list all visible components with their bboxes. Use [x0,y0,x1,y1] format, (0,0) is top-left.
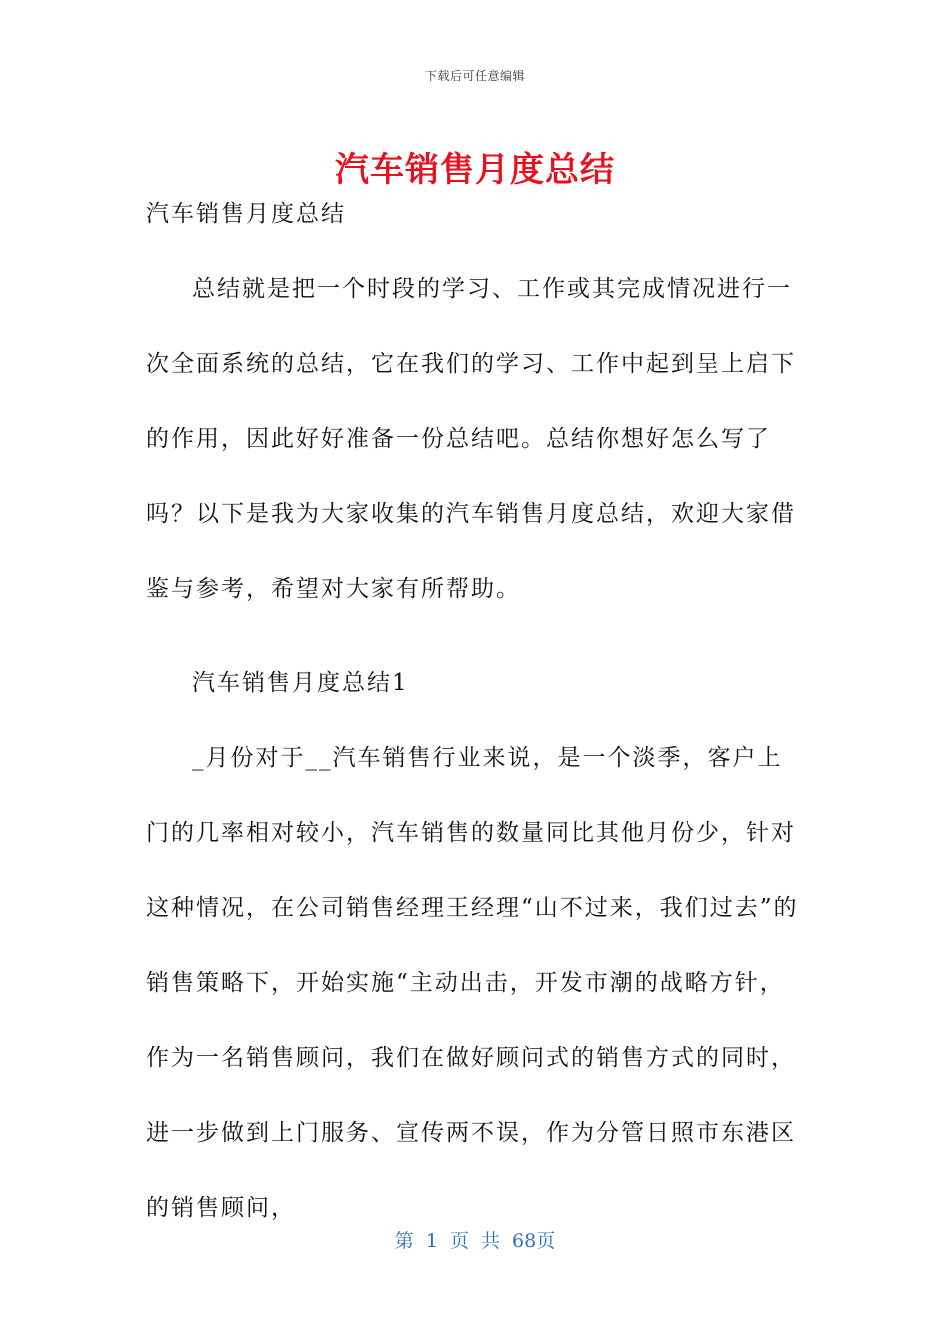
header-note: 下载后可任意编辑 [424,69,525,83]
document-body [146,196,806,1246]
section-heading: 汽车销售月度总结1 [192,670,409,696]
intro-paragraph: 总结就是把一个时段的学习、工作或其完成情况进行一次全面系统的总结，它在我们的学习、工作中起到呈上启下的作用，因此好好准备一份总结吧。总结你想好怎么写了吗？以下是我为大家收集的汽车销售月度总结，欢迎大家借鉴与参考，希望对大家有所帮助。 [146,276,796,602]
section-paragraph: _月份对于__汽车销售行业来说，是一个淡季，客户上门的几率相对较小，汽车销售的数量同比其他月份少，针对这种情况，在公司销售经理王经理“山不过来，我们过去”的销售策略下，开始实施“主动出击，开发市潮的战略方针，作为一名销售顾问，我们在做好顾问式的销售方式的同时，进一步做到上门服务、宣传两不误，作为分管日照市东港区的销售顾问， [146,745,799,1221]
document-title: 汽车销售月度总结 [335,150,615,190]
document-subheading: 汽车销售月度总结 [146,201,346,227]
page-footer: 第 1 页 共 68页 [394,1230,556,1252]
